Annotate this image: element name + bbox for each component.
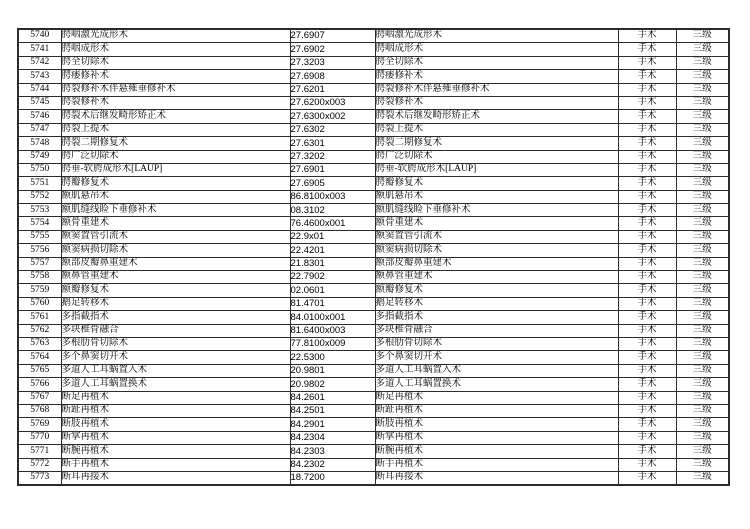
level-cell: 三级: [676, 230, 729, 243]
procedure-name-cell: 腭裂上提术: [61, 123, 290, 136]
table-row: [18, 337, 729, 350]
category-cell: 手术: [618, 378, 676, 391]
category-cell: 手术: [618, 163, 676, 176]
procedure-name-repeat-cell: 腭咽激光成形术: [375, 29, 618, 43]
row-number-cell: 5759: [18, 284, 61, 297]
row-number-cell: 5755: [18, 230, 61, 243]
row-number-cell: 5768: [18, 404, 61, 417]
row-number-cell: 5757: [18, 257, 61, 270]
procedure-name-cell: 多个鼻窦切开术: [61, 351, 290, 364]
procedure-code-cell: 76.4600x001: [290, 217, 375, 230]
level-cell: 三级: [676, 83, 729, 96]
procedure-name-repeat-cell: 额鼻管重建术: [375, 271, 618, 284]
procedure-name-cell: 额窦病损切除术: [61, 244, 290, 257]
table-row: [18, 96, 729, 109]
procedure-name-repeat-cell: 断手再植术: [375, 458, 618, 471]
procedure-code-cell: 20.9802: [290, 378, 375, 391]
procedure-code-cell: 81.4701: [290, 297, 375, 310]
procedure-name-cell: 额肌缝线睑下垂修补术: [61, 204, 290, 217]
table-row: [18, 56, 729, 69]
level-cell: 三级: [676, 56, 729, 69]
category-cell: 手术: [618, 284, 676, 297]
procedure-code-cell: 84.2601: [290, 391, 375, 404]
procedure-name-cell: 腭垂-软腭成形术[LAUP]: [61, 163, 290, 176]
level-cell: 三级: [676, 190, 729, 203]
procedure-name-repeat-cell: 额窦置管引流术: [375, 230, 618, 243]
row-number-cell: 5746: [18, 110, 61, 123]
row-number-cell: 5756: [18, 244, 61, 257]
procedure-code-cell: 27.6908: [290, 70, 375, 83]
procedure-name-repeat-cell: 多块椎骨融合: [375, 324, 618, 337]
row-number-cell: 5767: [18, 391, 61, 404]
procedure-name-cell: 多道人工耳蜗置入术: [61, 364, 290, 377]
procedure-name-repeat-cell: 断腕再植术: [375, 445, 618, 458]
procedure-name-cell: 断耳再接术: [61, 471, 290, 485]
table-row: [18, 43, 729, 56]
procedure-name-repeat-cell: 腭瘘修补术: [375, 70, 618, 83]
level-cell: 三级: [676, 163, 729, 176]
category-cell: 手术: [618, 324, 676, 337]
procedure-code-cell: 84.2302: [290, 458, 375, 471]
table-row: [18, 445, 729, 458]
procedure-name-cell: 额肌悬吊术: [61, 190, 290, 203]
level-cell: 三级: [676, 70, 729, 83]
table-row: [18, 230, 729, 243]
level-cell: 三级: [676, 378, 729, 391]
procedure-table: [17, 28, 730, 486]
procedure-code-cell: 18.7200: [290, 471, 375, 485]
row-number-cell: 5773: [18, 471, 61, 485]
procedure-code-cell: 20.9801: [290, 364, 375, 377]
table-row: [18, 364, 729, 377]
procedure-code-cell: 27.6901: [290, 163, 375, 176]
category-cell: 手术: [618, 418, 676, 431]
table-row: [18, 150, 729, 163]
category-cell: 手术: [618, 123, 676, 136]
procedure-name-cell: 腭广泛切除术: [61, 150, 290, 163]
row-number-cell: 5743: [18, 70, 61, 83]
table-row: [18, 83, 729, 96]
table-row: [18, 137, 729, 150]
procedure-name-repeat-cell: 额瓣修复术: [375, 284, 618, 297]
category-cell: 手术: [618, 458, 676, 471]
procedure-name-repeat-cell: 多道人工耳蜗置入术: [375, 364, 618, 377]
procedure-name-repeat-cell: 腭垂-软腭成形术[LAUP]: [375, 163, 618, 176]
table-row: [18, 163, 729, 176]
procedure-name-repeat-cell: 腭裂修补术伴悬雍垂修补术: [375, 83, 618, 96]
procedure-code-cell: 86.8100x003: [290, 190, 375, 203]
procedure-code-cell: 22.9x01: [290, 230, 375, 243]
category-cell: 手术: [618, 230, 676, 243]
procedure-name-repeat-cell: 腭全切除术: [375, 56, 618, 69]
procedure-name-cell: 多道人工耳蜗置换术: [61, 378, 290, 391]
procedure-name-repeat-cell: 腭裂二期修复术: [375, 137, 618, 150]
table-row: [18, 110, 729, 123]
procedure-name-repeat-cell: 额肌缝线睑下垂修补术: [375, 204, 618, 217]
level-cell: 三级: [676, 458, 729, 471]
procedure-name-cell: 腭咽成形术: [61, 43, 290, 56]
procedure-code-cell: 84.0100x001: [290, 311, 375, 324]
row-number-cell: 5750: [18, 163, 61, 176]
table-row: [18, 418, 729, 431]
table-row: [18, 378, 729, 391]
row-number-cell: 5744: [18, 83, 61, 96]
table-row: [18, 244, 729, 257]
row-number-cell: 5749: [18, 150, 61, 163]
category-cell: 手术: [618, 83, 676, 96]
category-cell: 手术: [618, 311, 676, 324]
procedure-name-cell: 腭裂修补术: [61, 96, 290, 109]
level-cell: 三级: [676, 29, 729, 43]
category-cell: 手术: [618, 257, 676, 270]
table-row: [18, 458, 729, 471]
table-row: [18, 297, 729, 310]
procedure-name-cell: 断手再植术: [61, 458, 290, 471]
level-cell: 三级: [676, 311, 729, 324]
level-cell: 三级: [676, 324, 729, 337]
procedure-name-cell: 多指截指术: [61, 311, 290, 324]
row-number-cell: 5772: [18, 458, 61, 471]
row-number-cell: 5745: [18, 96, 61, 109]
procedure-code-cell: 27.6905: [290, 177, 375, 190]
level-cell: 三级: [676, 271, 729, 284]
table-row: [18, 311, 729, 324]
level-cell: 三级: [676, 404, 729, 417]
row-number-cell: 5764: [18, 351, 61, 364]
procedure-name-cell: 腭瘘修补术: [61, 70, 290, 83]
category-cell: 手术: [618, 43, 676, 56]
level-cell: 三级: [676, 110, 729, 123]
procedure-name-repeat-cell: 腭裂上提术: [375, 123, 618, 136]
procedure-name-repeat-cell: 额肌悬吊术: [375, 190, 618, 203]
level-cell: 三级: [676, 391, 729, 404]
row-number-cell: 5765: [18, 364, 61, 377]
procedure-name-repeat-cell: 断足再植术: [375, 391, 618, 404]
procedure-name-cell: 断足再植术: [61, 391, 290, 404]
procedure-name-cell: 额骨重建术: [61, 217, 290, 230]
procedure-name-repeat-cell: 额骨重建术: [375, 217, 618, 230]
table-row: [18, 431, 729, 444]
procedure-code-cell: 27.6201: [290, 83, 375, 96]
category-cell: 手术: [618, 150, 676, 163]
procedure-name-repeat-cell: 断掌再植术: [375, 431, 618, 444]
procedure-name-repeat-cell: 腭瓣修复术: [375, 177, 618, 190]
row-number-cell: 5763: [18, 337, 61, 350]
procedure-name-cell: 多块椎骨融合: [61, 324, 290, 337]
row-number-cell: 5741: [18, 43, 61, 56]
procedure-code-cell: 27.6902: [290, 43, 375, 56]
table-row: [18, 204, 729, 217]
procedure-name-repeat-cell: 多根肋骨切除术: [375, 337, 618, 350]
procedure-code-cell: 22.7902: [290, 271, 375, 284]
procedure-code-cell: 84.2501: [290, 404, 375, 417]
level-cell: 三级: [676, 445, 729, 458]
row-number-cell: 5748: [18, 137, 61, 150]
procedure-name-cell: 多根肋骨切除术: [61, 337, 290, 350]
row-number-cell: 5762: [18, 324, 61, 337]
category-cell: 手术: [618, 445, 676, 458]
category-cell: 手术: [618, 244, 676, 257]
row-number-cell: 5754: [18, 217, 61, 230]
level-cell: 三级: [676, 471, 729, 485]
procedure-code-cell: 22.4201: [290, 244, 375, 257]
procedure-name-repeat-cell: 断耳再接术: [375, 471, 618, 485]
procedure-name-repeat-cell: 腭裂术后继发畸形矫正术: [375, 110, 618, 123]
level-cell: 三级: [676, 244, 729, 257]
level-cell: 三级: [676, 177, 729, 190]
category-cell: 手术: [618, 471, 676, 485]
category-cell: 手术: [618, 70, 676, 83]
procedure-name-cell: 断掌再植术: [61, 431, 290, 444]
row-number-cell: 5769: [18, 418, 61, 431]
procedure-name-repeat-cell: 鹅足转移术: [375, 297, 618, 310]
row-number-cell: 5770: [18, 431, 61, 444]
procedure-name-repeat-cell: 腭咽成形术: [375, 43, 618, 56]
level-cell: 三级: [676, 257, 729, 270]
category-cell: 手术: [618, 297, 676, 310]
procedure-code-cell: 84.2303: [290, 445, 375, 458]
row-number-cell: 5742: [18, 56, 61, 69]
category-cell: 手术: [618, 217, 676, 230]
procedure-code-cell: 02.0601: [290, 284, 375, 297]
category-cell: 手术: [618, 337, 676, 350]
category-cell: 手术: [618, 271, 676, 284]
level-cell: 三级: [676, 284, 729, 297]
procedure-name-cell: 额部皮瓣鼻重建术: [61, 257, 290, 270]
procedure-code-cell: 84.2901: [290, 418, 375, 431]
table-row: [18, 284, 729, 297]
procedure-name-repeat-cell: 额窦病损切除术: [375, 244, 618, 257]
level-cell: 三级: [676, 217, 729, 230]
level-cell: 三级: [676, 96, 729, 109]
procedure-name-cell: 腭裂修补术伴悬雍垂修补术: [61, 83, 290, 96]
procedure-code-cell: 22.5300: [290, 351, 375, 364]
row-number-cell: 5760: [18, 297, 61, 310]
table-row: [18, 324, 729, 337]
procedure-name-repeat-cell: 多个鼻窦切开术: [375, 351, 618, 364]
procedure-name-cell: 腭裂术后继发畸形矫正术: [61, 110, 290, 123]
table-row: [18, 471, 729, 485]
category-cell: 手术: [618, 364, 676, 377]
procedure-code-cell: 27.6200x003: [290, 96, 375, 109]
table-row: [18, 123, 729, 136]
level-cell: 三级: [676, 150, 729, 163]
procedure-code-cell: 27.6907: [290, 29, 375, 43]
procedure-name-repeat-cell: 腭裂修补术: [375, 96, 618, 109]
category-cell: 手术: [618, 190, 676, 203]
level-cell: 三级: [676, 123, 729, 136]
category-cell: 手术: [618, 391, 676, 404]
category-cell: 手术: [618, 404, 676, 417]
procedure-name-cell: 腭咽激光成形术: [61, 29, 290, 43]
row-number-cell: 5761: [18, 311, 61, 324]
procedure-code-cell: 21.8301: [290, 257, 375, 270]
row-number-cell: 5740: [18, 29, 61, 43]
table-row: [18, 404, 729, 417]
table-row: [18, 217, 729, 230]
procedure-name-repeat-cell: 多道人工耳蜗置换术: [375, 378, 618, 391]
row-number-cell: 5771: [18, 445, 61, 458]
category-cell: 手术: [618, 351, 676, 364]
procedure-name-cell: 腭瓣修复术: [61, 177, 290, 190]
category-cell: 手术: [618, 56, 676, 69]
table-row: [18, 190, 729, 203]
level-cell: 三级: [676, 364, 729, 377]
procedure-code-cell: 77.8100x009: [290, 337, 375, 350]
procedure-name-cell: 额鼻管重建术: [61, 271, 290, 284]
procedure-name-repeat-cell: 腭广泛切除术: [375, 150, 618, 163]
procedure-code-cell: 27.6300x002: [290, 110, 375, 123]
procedure-name-repeat-cell: 断肢再植术: [375, 418, 618, 431]
level-cell: 三级: [676, 43, 729, 56]
procedure-name-cell: 额瓣修复术: [61, 284, 290, 297]
table-row: [18, 271, 729, 284]
procedure-code-cell: 27.6302: [290, 123, 375, 136]
level-cell: 三级: [676, 351, 729, 364]
level-cell: 三级: [676, 137, 729, 150]
procedure-name-repeat-cell: 额部皮瓣鼻重建术: [375, 257, 618, 270]
procedure-code-cell: 81.6400x003: [290, 324, 375, 337]
level-cell: 三级: [676, 337, 729, 350]
category-cell: 手术: [618, 29, 676, 43]
procedure-code-cell: 84.2304: [290, 431, 375, 444]
procedure-code-cell: 27.3203: [290, 56, 375, 69]
table-row: [18, 351, 729, 364]
table-row: [18, 391, 729, 404]
level-cell: 三级: [676, 431, 729, 444]
category-cell: 手术: [618, 137, 676, 150]
procedure-name-cell: 断腕再植术: [61, 445, 290, 458]
category-cell: 手术: [618, 110, 676, 123]
level-cell: 三级: [676, 297, 729, 310]
table-row: [18, 29, 729, 43]
procedure-name-cell: 鹅足转移术: [61, 297, 290, 310]
table-row: [18, 177, 729, 190]
row-number-cell: 5751: [18, 177, 61, 190]
procedure-code-cell: 08.3102: [290, 204, 375, 217]
table-row: [18, 257, 729, 270]
row-number-cell: 5752: [18, 190, 61, 203]
row-number-cell: 5766: [18, 378, 61, 391]
category-cell: 手术: [618, 96, 676, 109]
procedure-name-repeat-cell: 断趾再植术: [375, 404, 618, 417]
procedure-name-cell: 断趾再植术: [61, 404, 290, 417]
level-cell: 三级: [676, 418, 729, 431]
table-row: [18, 70, 729, 83]
procedure-name-cell: 额窦置管引流术: [61, 230, 290, 243]
procedure-code-cell: 27.3202: [290, 150, 375, 163]
row-number-cell: 5753: [18, 204, 61, 217]
procedure-table-body: [18, 29, 729, 485]
procedure-name-cell: 腭全切除术: [61, 56, 290, 69]
category-cell: 手术: [618, 431, 676, 444]
procedure-code-cell: 27.6301: [290, 137, 375, 150]
procedure-name-cell: 腭裂二期修复术: [61, 137, 290, 150]
level-cell: 三级: [676, 204, 729, 217]
procedure-name-cell: 断肢再植术: [61, 418, 290, 431]
row-number-cell: 5758: [18, 271, 61, 284]
category-cell: 手术: [618, 204, 676, 217]
category-cell: 手术: [618, 177, 676, 190]
procedure-name-repeat-cell: 多指截指术: [375, 311, 618, 324]
row-number-cell: 5747: [18, 123, 61, 136]
